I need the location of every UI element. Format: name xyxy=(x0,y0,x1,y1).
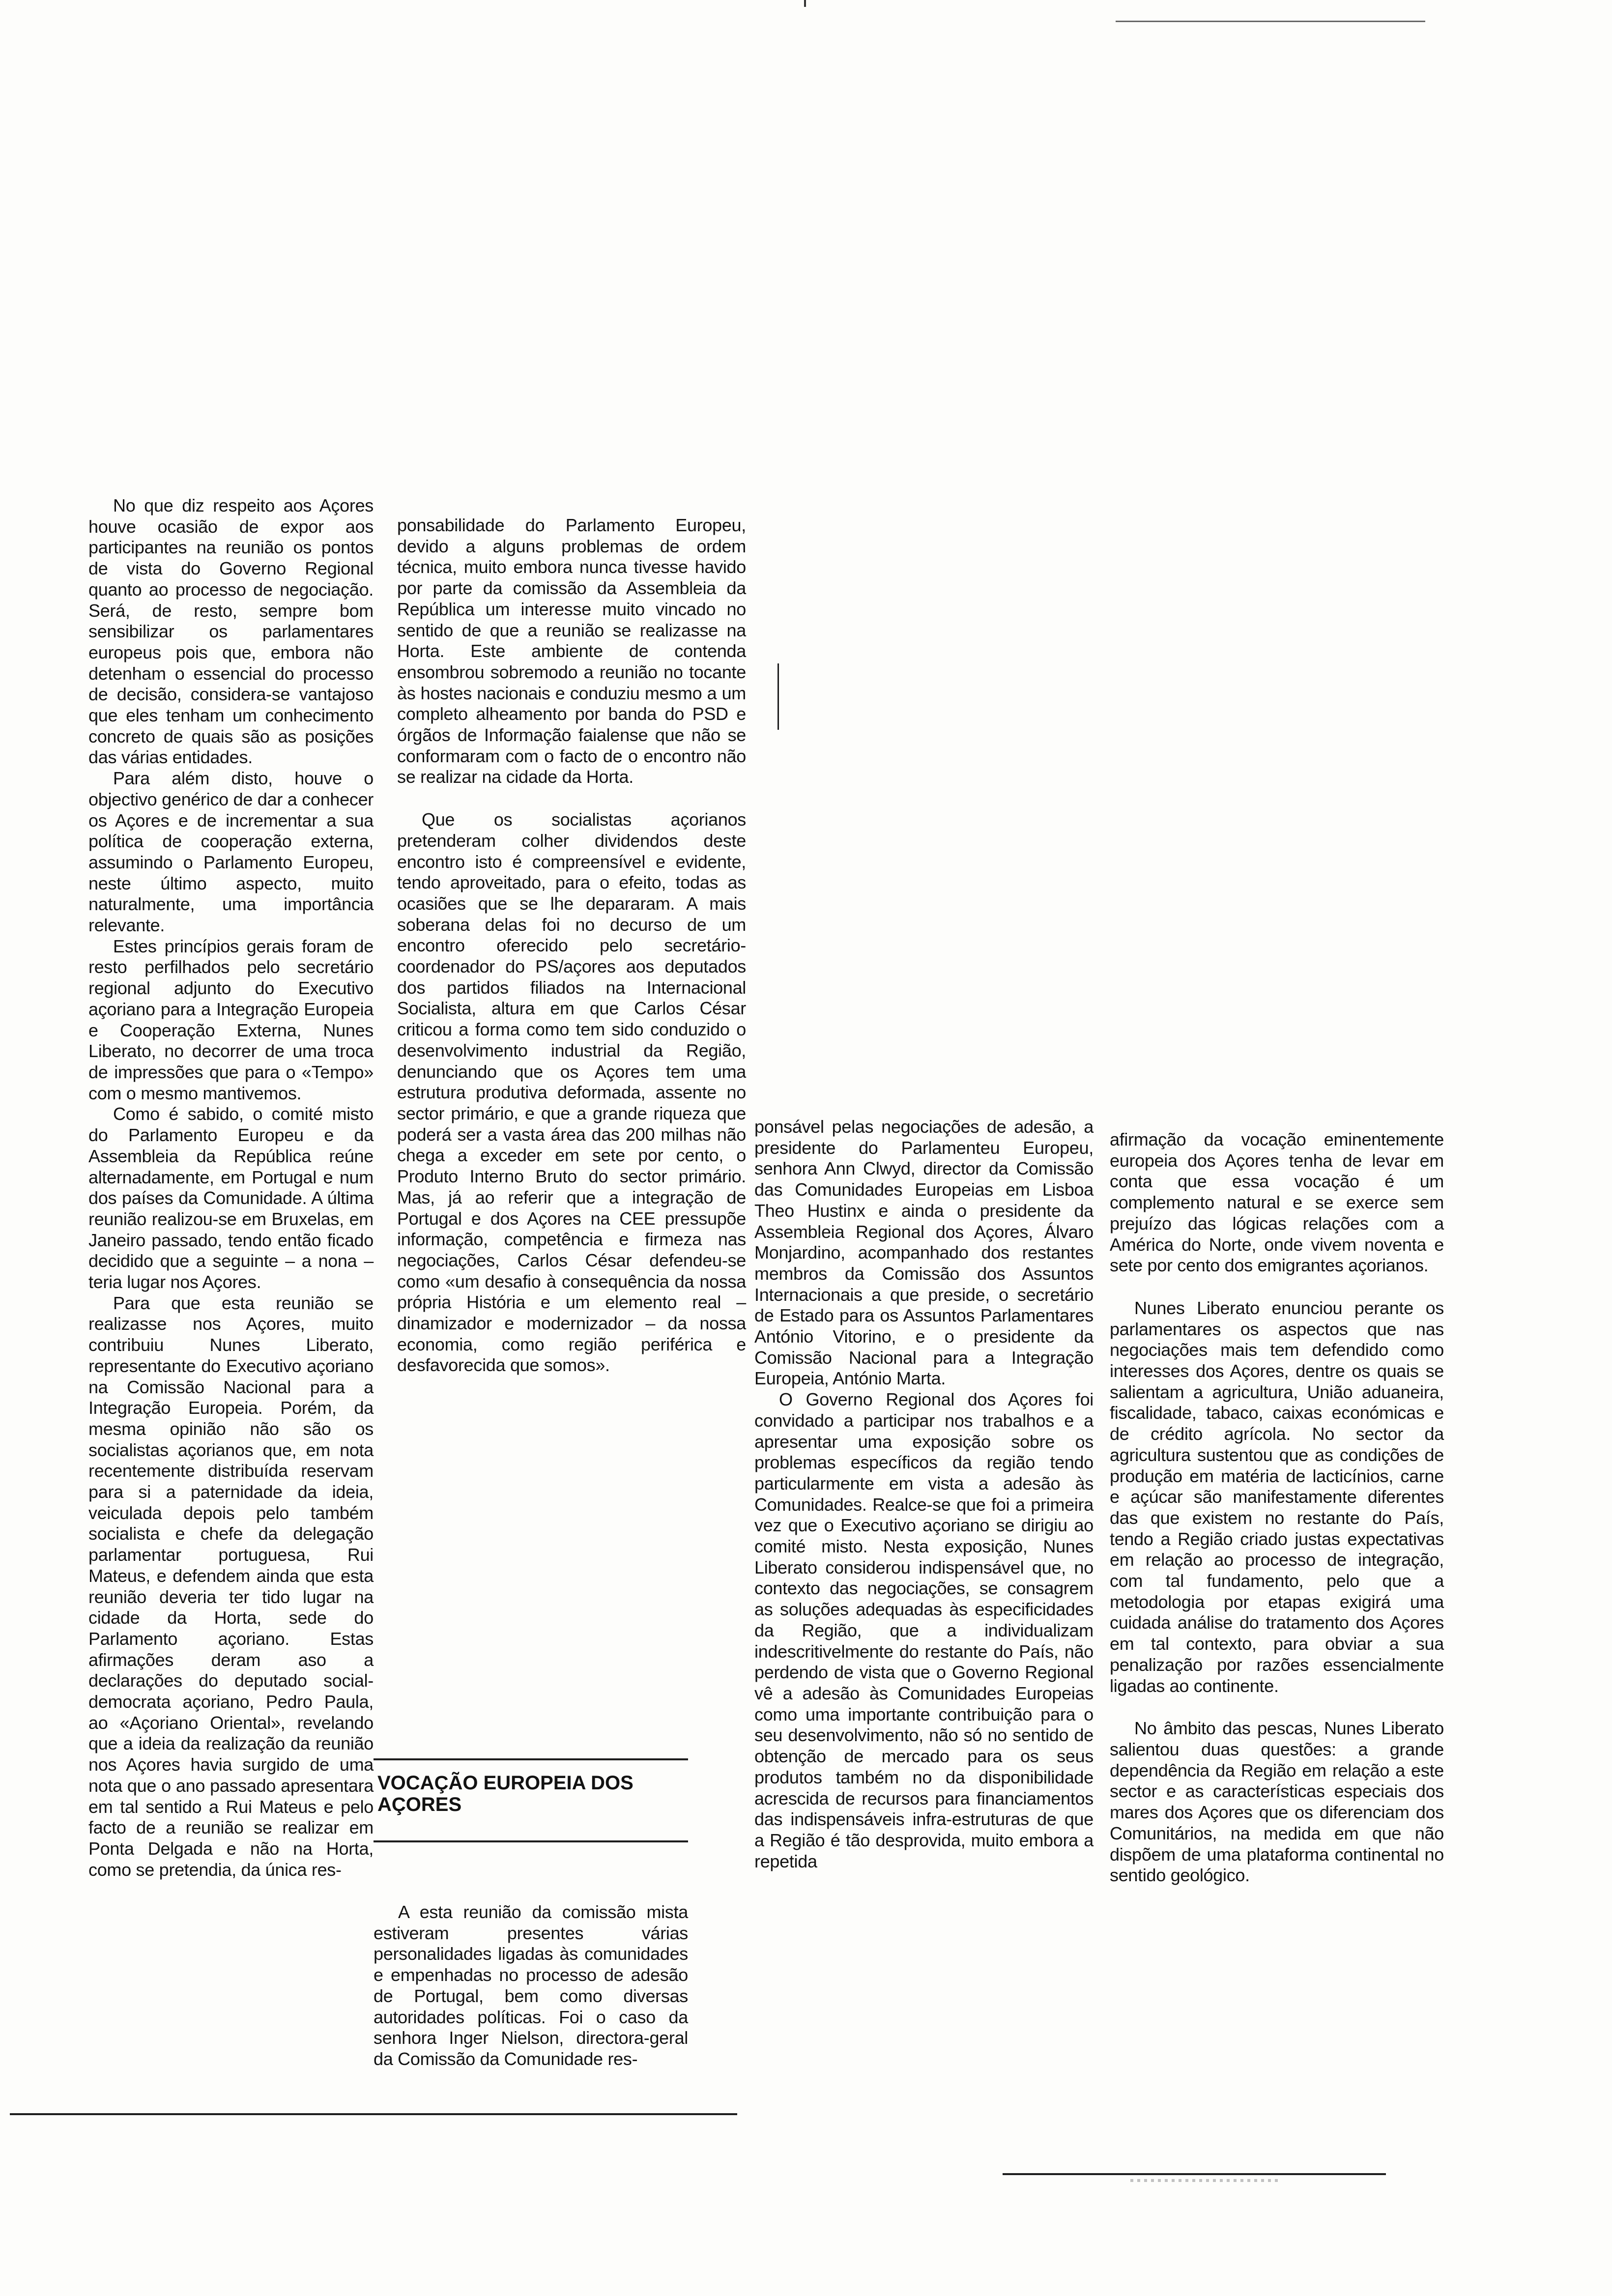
paragraph: Para além disto, houve o objectivo genérico de dar a conhecer os Açores e de incrementar a sua política de cooperação externa, assumindo o Parlamento Europeu, neste último aspecto, muito naturalmente, uma importância relevante. xyxy=(88,768,374,936)
article-column-1 xyxy=(88,495,374,1880)
subheading-rule-bottom xyxy=(374,1840,688,1842)
bottom-rule-left xyxy=(10,2113,737,2115)
article-column-2-bottom xyxy=(374,1902,688,2070)
paragraph: O Governo Regional dos Açores foi convidado a participar nos trabalhos e a apresentar uma exposição sobre os problemas específicos da região tendo particularmente em vista a adesão às Comunidades. Realce-se que foi a primeira vez que o Executivo açoriano se dirigiu ao comité misto. Nesta exposição, Nunes Liberato considerou indispensável que, no contexto das negociações, se consagrem as soluções adequadas às especificidades da Região, que a individualizam indescritivelmente do restante do País, não perdendo de vista que o Governo Regional vê a adesão às Comunidades Europeias como uma importante contribuição para o seu desenvolvimento, não só no sentido de obtenção de mercado para os seus produtos também no da disponibilidade acrescida de recursos para financiamentos das indispensáveis infra-estruturas de que a Região é tão desprovida, muito embora a repetida xyxy=(754,1389,1094,1871)
paragraph: Como é sabido, o comité misto do Parlamento Europeu e da Assembleia da República reúne alternadamente, em Portugal e num dos países da Comunidade. A última reunião realizou-se em Bruxelas, em Janeiro passado, tendo então ficado decidido que a seguinte – a nona – teria lugar nos Açores. xyxy=(88,1104,374,1292)
paragraph: No que diz respeito aos Açores houve ocasião de expor aos participantes na reunião os pontos de vista do Governo Regional quanto ao processo de negociação. Será, de resto, sempre bom sensibilizar os parlamentares europeus pois que, embora não detenham o essencial do processo de decisão, considera-se vantajoso que eles tenham um conhecimento concreto de quais são as posições das várias entidades. xyxy=(88,495,374,768)
subheading-rule-top xyxy=(374,1758,688,1760)
article-column-2 xyxy=(397,515,746,1376)
paragraph: afirmação da vocação eminentemente europeia dos Açores tenha de levar em conta que essa vocação é um complemento natural e se exerce sem prejuízo das lógicas relações com a América do Norte, onde vivem noventa e sete por cento dos emigrantes açorianos. xyxy=(1110,1129,1444,1276)
scan-artifact xyxy=(1130,2179,1278,2182)
paragraph: Estes princípios gerais foram de resto perfilhados pelo secretário regional adjunto do Executivo açoriano para a Integração Europeia e Cooperação Externa, Nunes Liberato, no decorrer de uma troca de impressões que para o «Tempo» com o mesmo mantivemos. xyxy=(88,936,374,1103)
paragraph: ponsável pelas negociações de adesão, a presidente do Parlamenteu Europeu, senhora Ann Clwyd, director da Comissão das Comunidades Europeias em Lisboa Theo Hustinx e ainda o presidente da Assembleia Regional dos Açores, Álvaro Monjardino, acompanhado dos restantes membros da Comissão dos Assuntos Internacionais a que preside, o secretário de Estado para os Assuntos Parlamentares António Vitorino, e o presidente da Comissão Nacional para a Integração Europeia, António Marta. xyxy=(754,1117,1094,1389)
paragraph: Para que esta reunião se realizasse nos Açores, muito contribuiu Nunes Liberato, representante do Executivo açoriano na Comissão Nacional para a Integração Europeia. Porém, da mesma opinião não são os socialistas açorianos que, em nota recentemente distribuída reservam para si a paternidade da ideia, veiculada depois pelo também socialista e chefe da delegação parlamentar portuguesa, Rui Mateus, e defendem ainda que esta reunião deveria ter tido lugar na cidade da Horta, sede do Parlamento açoriano. Estas afirmações deram aso a declarações do deputado social-democrata açoriano, Pedro Paula, ao «Açoriano Oriental», revelando que a ideia da realização da reunião nos Açores havia surgido de uma nota que o ano passado apresentara em tal sentido a Rui Mateus e pelo facto de a reunião se realizar em Ponta Delgada e não na Horta, como se pretendia, da única res- xyxy=(88,1292,374,1880)
paragraph: Que os socialistas açorianos pretenderam colher dividendos deste encontro isto é compreensível e evidente, tendo aproveitado, para o efeito, todas as ocasiões que se lhe depararam. A mais soberana delas foi no decurso de um encontro oferecido pelo secretário-coordenador do PS/açores aos deputados dos partidos filiados na Internacional Socialista, altura em que Carlos César criticou a forma como tem sido conduzido o desenvolvimento industrial da Região, denunciando que os Açores tem uma estrutura produtiva deformada, assente no sector primário, e que a grande riqueza que poderá ser a vasta área das 200 milhas não chega a exceder em sete por cento, o Produto Interno Bruto do sector primário. Mas, já ao referir que a integração de Portugal e dos Açores na CEE pressupõe informação, competência e firmeza nas negociações, Carlos César defendeu-se como «um desafio à consequência da nossa própria História e um elemento real – dinamizador e modernizador – da nossa economia, como região periférica e desfavorecida que somos». xyxy=(397,809,746,1376)
bottom-rule-right xyxy=(1003,2173,1386,2175)
top-rule xyxy=(1116,21,1425,22)
paragraph: A esta reunião da comissão mista estiveram presentes várias personalidades ligadas às comunidades e empenhadas no processo de adesão de Portugal, bem como diversas autoridades políticas. Foi o caso da senhora Inger Nielson, directora-geral da Comissão da Comunidade res- xyxy=(374,1902,688,2069)
paragraph: No âmbito das pescas, Nunes Liberato salientou duas questões: a grande dependência da Região em relação a este sector e as características especiais dos mares dos Açores que os diferenciam dos Comunitários, na medida em que não dispõem de uma plataforma continental no sentido geológico. xyxy=(1110,1718,1444,1886)
subheading: VOCAÇÃO EUROPEIA DOS AÇORES xyxy=(377,1772,633,1815)
scan-mark xyxy=(804,0,806,7)
article-column-3 xyxy=(754,1117,1094,1872)
article-column-4 xyxy=(1110,1129,1444,1886)
paragraph: ponsabilidade do Parlamento Europeu, devido a alguns problemas de ordem técnica, muito embora nunca tivesse havido por parte da comissão da Assembleia da República um interesse muito vincado no sentido de que a reunião se realizasse na Horta. Este ambiente de contenda ensombrou sobremodo a reunião no tocante às hostes nacionais e conduziu mesmo a um completo alheamento por banda do PSD e órgãos de Informação faialense que não se conformaram com o facto de o encontro não se realizar na cidade da Horta. xyxy=(397,515,746,787)
column-divider xyxy=(777,663,779,730)
paragraph: Nunes Liberato enunciou perante os parlamentares os aspectos que nas negociações mais tem defendido como interesses dos Açores, dentre os quais se salientam a agricultura, União aduaneira, fiscalidade, tabaco, caixas económicas e de crédito agrícola. No sector da agricultura sustentou que as condições de produção em matéria de lacticínios, carne e açúcar são manifestamente diferentes das que existem no restante do País, tendo a Região criado justas expectativas em relação ao processo de integração, com tal fundamento, pelo que a metodologia por etapas exigirá uma cuidada análise do tratamento dos Açores em tal contexto, para obviar a sua penalização por razões essencialmente ligadas ao continente. xyxy=(1110,1297,1444,1696)
